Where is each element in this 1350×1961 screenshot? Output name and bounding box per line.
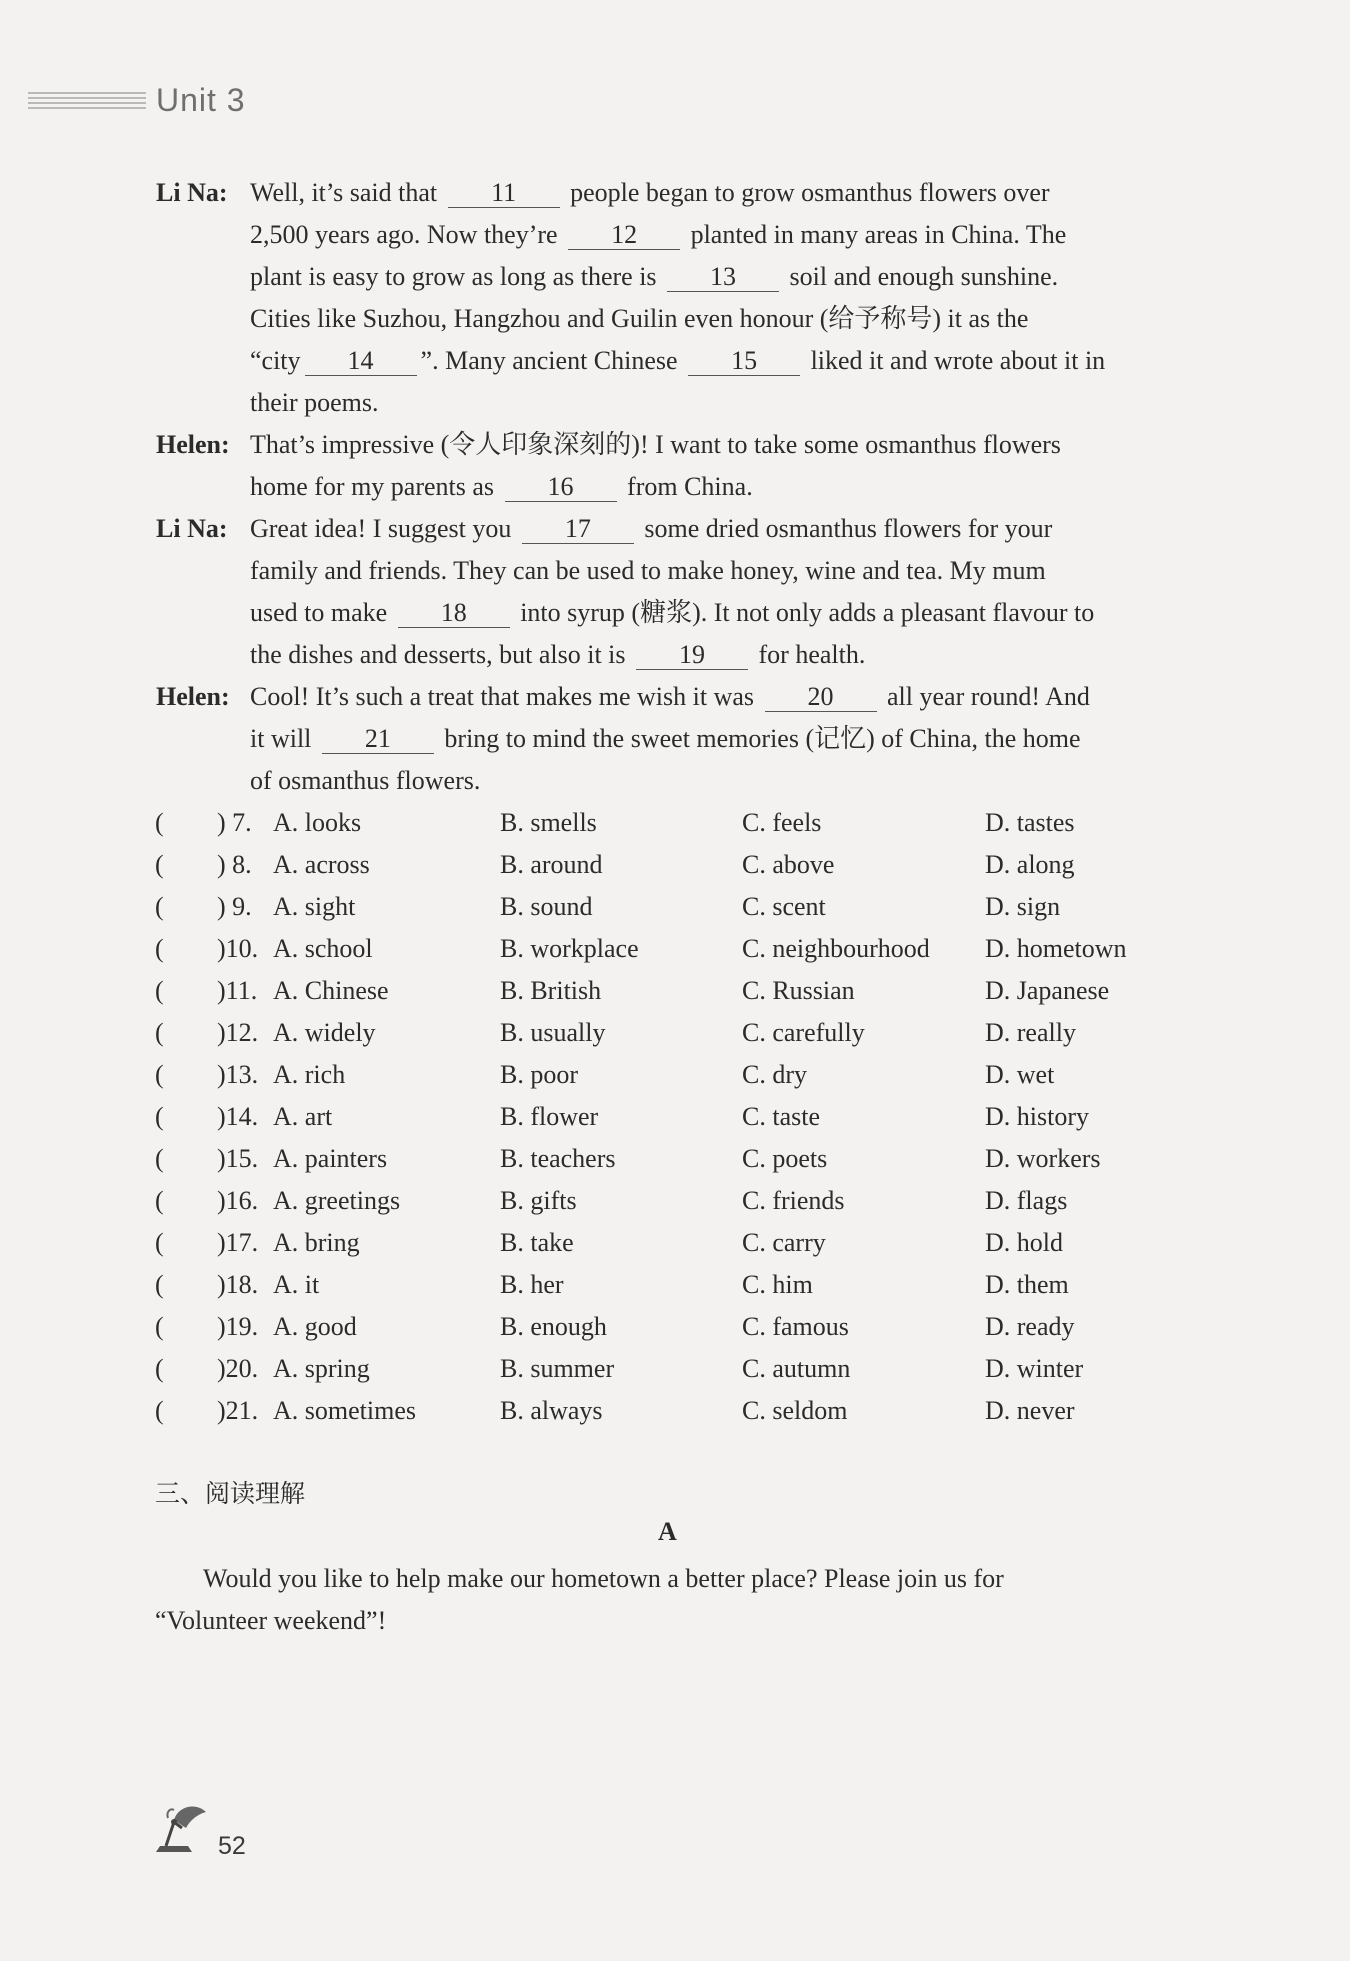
dialogue-turn — [156, 424, 1196, 508]
option-c: C. above — [742, 850, 835, 879]
dialogue-text — [250, 676, 1196, 802]
option-d: D. wet — [985, 1060, 1055, 1089]
answer-bracket[interactable]: ( — [155, 1396, 164, 1425]
option-d: D. them — [985, 1270, 1069, 1299]
option-d: D. flags — [985, 1186, 1068, 1215]
answer-bracket[interactable]: ( — [155, 1144, 164, 1173]
question-number: ) 9. — [217, 892, 252, 921]
dialogue-text — [250, 508, 1196, 676]
text-fragment: plant is easy to grow as long as there is — [250, 262, 657, 291]
text-fragment: home for my parents as — [250, 472, 495, 501]
text-fragment: 2,500 years ago. Now they’re — [250, 220, 558, 249]
answer-bracket[interactable]: ( — [155, 1060, 164, 1089]
option-b: B. around — [500, 850, 603, 879]
option-row — [155, 844, 1215, 886]
answer-bracket[interactable]: ( — [155, 976, 164, 1005]
text-fragment: all year round! And — [887, 682, 1090, 711]
speaker-label: Li Na: — [156, 514, 228, 543]
question-number: )12. — [217, 1018, 259, 1047]
option-row — [155, 1306, 1215, 1348]
option-d: D. sign — [985, 892, 1061, 921]
option-a: A. painters — [273, 1144, 388, 1173]
option-a: A. Chinese — [273, 976, 389, 1005]
dialogue-turn — [156, 676, 1196, 802]
blank-12: 12 — [568, 221, 680, 250]
section-title: 三、阅读理解 — [155, 1479, 306, 1508]
text-line: of osmanthus flowers. — [250, 766, 481, 795]
blank-20: 20 — [765, 683, 877, 712]
option-a: A. looks — [273, 808, 362, 837]
option-d: D. workers — [985, 1144, 1101, 1173]
option-b: B. her — [500, 1270, 564, 1299]
text-line: That’s impressive (令人印象深刻的)! I want to take some osmanthus flowers — [250, 430, 1061, 459]
option-d: D. history — [985, 1102, 1089, 1131]
question-number: )20. — [217, 1354, 259, 1383]
blank-21: 21 — [322, 725, 434, 754]
option-c: C. taste — [742, 1102, 820, 1131]
text-fragment: Cool! It’s such a treat that makes me wish it was — [250, 682, 755, 711]
option-b: B. always — [500, 1396, 603, 1425]
option-d: D. ready — [985, 1312, 1075, 1341]
text-line: family and friends. They can be used to make honey, wine and tea. My mum — [250, 556, 1046, 585]
option-b: B. teachers — [500, 1144, 616, 1173]
dialogue-text — [250, 172, 1196, 424]
dialogue-turn — [156, 172, 1196, 424]
text-fragment: soil and enough sunshine. — [789, 262, 1059, 291]
answer-bracket[interactable]: ( — [155, 1270, 164, 1299]
answer-bracket[interactable]: ( — [155, 850, 164, 879]
question-number: )17. — [217, 1228, 259, 1257]
text-fragment: Well, it’s said that — [250, 178, 438, 207]
passage-label: A — [658, 1517, 677, 1546]
option-b: B. gifts — [500, 1186, 577, 1215]
option-d: D. hometown — [985, 934, 1127, 963]
question-number: )11. — [217, 976, 258, 1005]
option-c: C. carefully — [742, 1018, 865, 1047]
answer-bracket[interactable]: ( — [155, 1018, 164, 1047]
option-row — [155, 1180, 1215, 1222]
option-b: B. summer — [500, 1354, 615, 1383]
speaker-label: Helen: — [156, 682, 230, 711]
option-row — [155, 1096, 1215, 1138]
unit-title: Unit 3 — [156, 82, 246, 118]
answer-bracket[interactable]: ( — [155, 1228, 164, 1257]
answer-bracket[interactable]: ( — [155, 1102, 164, 1131]
text-fragment: ”. Many ancient Chinese — [420, 346, 678, 375]
header-decoration-lines — [28, 92, 146, 114]
option-row — [155, 886, 1215, 928]
option-row — [155, 802, 1215, 844]
option-c: C. neighbourhood — [742, 934, 930, 963]
blank-16: 16 — [505, 473, 617, 502]
option-d: D. tastes — [985, 808, 1075, 837]
option-a: A. widely — [273, 1018, 376, 1047]
text-fragment: liked it and wrote about it in — [810, 346, 1106, 375]
option-b: B. sound — [500, 892, 593, 921]
dialogue — [156, 172, 1196, 802]
option-row — [155, 1390, 1215, 1432]
text-fragment: planted in many areas in China. The — [690, 220, 1067, 249]
text-fragment: the dishes and desserts, but also it is — [250, 640, 626, 669]
blank-19: 19 — [636, 641, 748, 670]
text-fragment: from China. — [627, 472, 753, 501]
blank-15: 15 — [688, 347, 800, 376]
answer-bracket[interactable]: ( — [155, 808, 164, 837]
option-a: A. greetings — [273, 1186, 401, 1215]
option-d: D. hold — [985, 1228, 1063, 1257]
option-d: D. never — [985, 1396, 1075, 1425]
option-a: A. spring — [273, 1354, 370, 1383]
option-row — [155, 1264, 1215, 1306]
text-fragment: people began to grow osmanthus flowers over — [570, 178, 1050, 207]
text-fragment: it will — [250, 724, 312, 753]
passage-intro: Would you like to help make our hometown a better place? Please join us for “Volunteer weekend”! — [155, 1564, 1004, 1635]
answer-bracket[interactable]: ( — [155, 1354, 164, 1383]
option-b: B. flower — [500, 1102, 599, 1131]
option-b: B. smells — [500, 808, 597, 837]
option-d: D. really — [985, 1018, 1076, 1047]
option-d: D. along — [985, 850, 1075, 879]
page-number: 52 — [218, 1832, 246, 1860]
option-c: C. carry — [742, 1228, 826, 1257]
blank-18: 18 — [398, 599, 510, 628]
option-b: B. enough — [500, 1312, 607, 1341]
option-a: A. it — [273, 1270, 320, 1299]
answer-bracket[interactable]: ( — [155, 1312, 164, 1341]
option-b: B. workplace — [500, 934, 639, 963]
desk-lamp-icon — [152, 1798, 212, 1854]
question-number: )19. — [217, 1312, 259, 1341]
dialogue-text — [250, 424, 1196, 508]
text-fragment: Great idea! I suggest you — [250, 514, 512, 543]
question-number: )18. — [217, 1270, 259, 1299]
text-fragment: for health. — [758, 640, 866, 669]
option-c: C. poets — [742, 1144, 828, 1173]
answer-bracket[interactable]: ( — [155, 892, 164, 921]
blank-14: 14 — [305, 347, 417, 376]
speaker-label: Helen: — [156, 430, 230, 459]
option-a: A. bring — [273, 1228, 360, 1257]
question-number: )21. — [217, 1396, 259, 1425]
question-number: )10. — [217, 934, 259, 963]
option-c: C. seldom — [742, 1396, 848, 1425]
option-c: C. autumn — [742, 1354, 851, 1383]
option-b: B. British — [500, 976, 602, 1005]
option-a: A. rich — [273, 1060, 346, 1089]
text-line: Cities like Suzhou, Hangzhou and Guilin even honour (给予称号) it as the — [250, 304, 1029, 333]
speaker-label: Li Na: — [156, 178, 228, 207]
option-row — [155, 1054, 1215, 1096]
option-c: C. dry — [742, 1060, 807, 1089]
text-fragment: bring to mind the sweet memories (记忆) of China, the home — [444, 724, 1081, 753]
text-fragment: “city — [250, 346, 301, 375]
option-d: D. Japanese — [985, 976, 1110, 1005]
option-a: A. across — [273, 850, 370, 879]
question-number: ) 7. — [217, 808, 252, 837]
option-c: C. friends — [742, 1186, 845, 1215]
option-row — [155, 1348, 1215, 1390]
option-row — [155, 1138, 1215, 1180]
question-number: )16. — [217, 1186, 259, 1215]
question-number: ) 8. — [217, 850, 252, 879]
option-c: C. famous — [742, 1312, 849, 1341]
text-fragment: some dried osmanthus flowers for your — [644, 514, 1053, 543]
option-d: D. winter — [985, 1354, 1084, 1383]
option-b: B. usually — [500, 1018, 606, 1047]
option-a: A. sight — [273, 892, 356, 921]
option-b: B. take — [500, 1228, 574, 1257]
option-row — [155, 1222, 1215, 1264]
option-row — [155, 1012, 1215, 1054]
option-b: B. poor — [500, 1060, 578, 1089]
answer-bracket[interactable]: ( — [155, 934, 164, 963]
text-fragment: into syrup (糖浆). It not only adds a pleasant flavour to — [520, 598, 1095, 627]
dialogue-turn — [156, 508, 1196, 676]
option-c: C. feels — [742, 808, 822, 837]
option-c: C. Russian — [742, 976, 855, 1005]
option-a: A. sometimes — [273, 1396, 416, 1425]
option-c: C. him — [742, 1270, 813, 1299]
option-row — [155, 970, 1215, 1012]
text-line: their poems. — [250, 388, 379, 417]
option-row — [155, 928, 1215, 970]
option-a: A. school — [273, 934, 373, 963]
option-c: C. scent — [742, 892, 826, 921]
answer-options — [155, 802, 1215, 1432]
question-number: )14. — [217, 1102, 259, 1131]
question-number: )13. — [217, 1060, 259, 1089]
question-number: )15. — [217, 1144, 259, 1173]
blank-11: 11 — [448, 179, 560, 208]
option-a: A. good — [273, 1312, 357, 1341]
text-fragment: used to make — [250, 598, 388, 627]
page-header — [28, 82, 428, 122]
blank-13: 13 — [667, 263, 779, 292]
answer-bracket[interactable]: ( — [155, 1186, 164, 1215]
option-a: A. art — [273, 1102, 333, 1131]
blank-17: 17 — [522, 515, 634, 544]
